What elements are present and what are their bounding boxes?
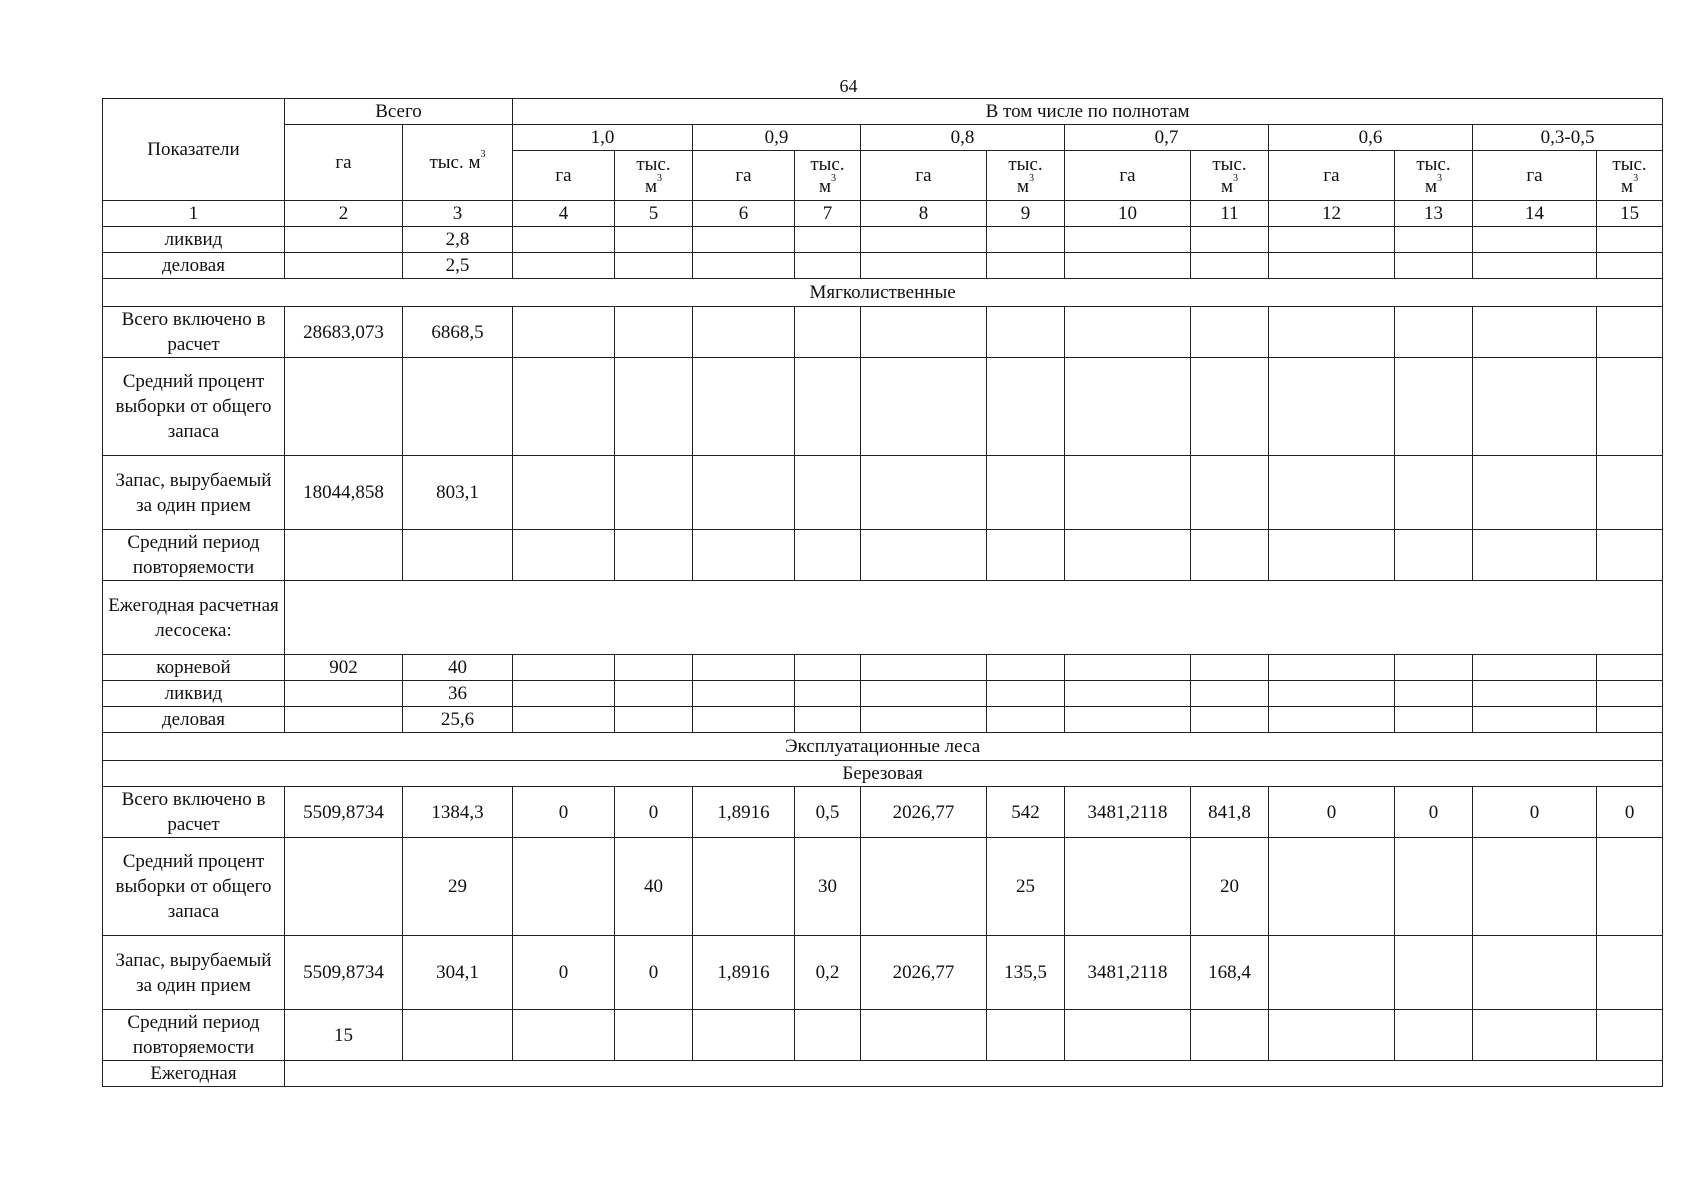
table-container [102,98,1663,1087]
table-cell [285,227,403,253]
table-cell: 36 [403,681,513,707]
header-density-6-volume [1597,151,1663,201]
table-cell [861,681,987,707]
unit-cube: 3 [480,149,486,161]
table-cell [1597,681,1663,707]
table-cell: 0,2 [795,936,861,1010]
table-cell [1191,227,1269,253]
table-cell: 1,8916 [693,787,795,838]
unit-thous-label: тыс. м [429,151,481,173]
table-cell: 542 [987,787,1065,838]
row-exp-total-label: Всего включено в расчет [103,787,285,838]
row-soft-period-label: Средний период повторяемости [103,530,285,581]
table-row [103,227,1663,253]
table-row [103,358,1663,456]
table-cell [1597,358,1663,456]
header-density-6: 0,3-0,5 [1473,125,1663,151]
table-cell: 135,5 [987,936,1065,1010]
table-cell [1065,253,1191,279]
unit-cube: 3 [1029,173,1035,185]
row-soft-avg-percent-label: Средний процент выборки от общего запаса [103,358,285,456]
table-cell [1191,307,1269,358]
column-number: 14 [1473,201,1597,227]
table-cell [1269,530,1395,581]
table-cell [1395,227,1473,253]
table-cell [795,253,861,279]
unit-m: м [1621,175,1634,197]
table-cell [615,707,693,733]
column-number: 8 [861,201,987,227]
row-exp-annual-label: Ежегодная [103,1061,285,1087]
table-cell: 304,1 [403,936,513,1010]
row-soft-root-label: корневой [103,655,285,681]
table-cell [987,456,1065,530]
page-number: 64 [839,76,858,96]
column-number: 7 [795,201,861,227]
table-row [103,456,1663,530]
header-density-3: 0,8 [861,125,1065,151]
table-cell [1191,707,1269,733]
table-cell [1597,655,1663,681]
table-cell [1191,530,1269,581]
table-cell [987,681,1065,707]
header-density-1-ha: га [513,151,615,201]
table-header [103,99,1663,201]
table-cell [861,838,987,936]
table-cell [693,681,795,707]
table-cell [285,530,403,581]
table-cell [795,530,861,581]
table-cell [987,307,1065,358]
table-cell [1597,707,1663,733]
table-cell [1395,530,1473,581]
table-cell [693,307,795,358]
table-cell: 0 [1395,787,1473,838]
header-density-2: 0,9 [693,125,861,151]
table-cell [1395,655,1473,681]
unit-m: м [818,175,832,197]
unit-thous-short: тыс. [1612,153,1647,175]
table-cell [1065,530,1191,581]
table-cell [1191,655,1269,681]
table-cell: 0 [1597,787,1663,838]
table-cell [403,358,513,456]
table-row [103,253,1663,279]
table-cell [513,253,615,279]
table-cell: 841,8 [1191,787,1269,838]
table-cell [795,227,861,253]
table-cell [1065,1010,1191,1061]
table-cell [513,227,615,253]
table-cell [693,838,795,936]
table-cell [1473,358,1597,456]
table-cell [795,1010,861,1061]
table-cell: 18044,858 [285,456,403,530]
header-density-2-volume [795,151,861,201]
column-number: 12 [1269,201,1395,227]
table-cell: 28683,073 [285,307,403,358]
table-cell [1473,838,1597,936]
table-cell: 29 [403,838,513,936]
unit-m: м [1424,175,1438,197]
column-number: 11 [1191,201,1269,227]
table-cell: 803,1 [403,456,513,530]
table-cell [1597,530,1663,581]
table-cell [513,838,615,936]
table-cell [615,1010,693,1061]
table-cell [1597,307,1663,358]
table-cell: 1,8916 [693,936,795,1010]
column-number: 6 [693,201,795,227]
table-cell: 5509,8734 [285,936,403,1010]
unit-cube: 3 [1437,173,1443,185]
table-cell [1269,227,1395,253]
table-cell [1269,838,1395,936]
table-cell [1395,358,1473,456]
table-cell [987,358,1065,456]
table-cell: 25 [987,838,1065,936]
table-cell: 0 [615,936,693,1010]
table-cell: 902 [285,655,403,681]
table-cell: 0 [513,787,615,838]
table-cell [987,655,1065,681]
unit-cube: 3 [1233,173,1239,185]
table-cell [861,456,987,530]
table-cell [1065,358,1191,456]
table-cell [1395,936,1473,1010]
row-exp-felled-label: Запас, вырубаемый за один прием [103,936,285,1010]
table-cell [1191,253,1269,279]
header-density-5-volume [1395,151,1473,201]
table-cell [1597,936,1663,1010]
table-cell [1065,307,1191,358]
table-cell: 0 [513,936,615,1010]
table-cell [693,655,795,681]
column-number: 15 [1597,201,1663,227]
table-cell [693,530,795,581]
table-cell [1395,1010,1473,1061]
header-total-ha: га [285,125,403,201]
table-cell [1269,1010,1395,1061]
table-cell [615,655,693,681]
table-cell [795,456,861,530]
table-cell [1473,253,1597,279]
table-cell [693,456,795,530]
row-soft-annual-label: Ежегодная расчетная лесосека: [103,581,285,655]
table-cell [285,1061,1663,1087]
table-cell: 168,4 [1191,936,1269,1010]
table-cell [1395,838,1473,936]
table-row [103,581,1663,655]
table-cell [1597,1010,1663,1061]
table-cell [795,358,861,456]
table-cell [403,1010,513,1061]
column-number: 4 [513,201,615,227]
table-row [103,1061,1663,1087]
table-row [103,936,1663,1010]
header-density-1-volume [615,151,693,201]
table-row [103,307,1663,358]
section-birch [103,761,1663,787]
table-row [103,787,1663,838]
table-cell [795,707,861,733]
table-cell [693,227,795,253]
table-cell [1269,936,1395,1010]
table-cell [1065,838,1191,936]
table-cell: 30 [795,838,861,936]
table-cell: 6868,5 [403,307,513,358]
table-cell [1191,358,1269,456]
table-cell [1395,456,1473,530]
table-cell [861,707,987,733]
table-cell [285,707,403,733]
table-cell [1269,253,1395,279]
section-birch-title: Березовая [103,761,1663,787]
table-cell [615,530,693,581]
unit-cube: 3 [657,173,663,185]
unit-m: м [644,175,658,197]
table-cell [513,456,615,530]
table-cell [1065,655,1191,681]
header-density-6-ha: га [1473,151,1597,201]
table-cell [693,707,795,733]
unit-thous-short: тыс. [1212,153,1247,175]
forest-table [102,98,1663,1087]
table-cell [285,681,403,707]
table-cell: 2026,77 [861,936,987,1010]
table-cell [513,530,615,581]
table-cell: 3481,2118 [1065,787,1191,838]
header-density-4-ha: га [1065,151,1191,201]
row-soft-felled-label: Запас, вырубаемый за один прием [103,456,285,530]
table-row [103,655,1663,681]
table-cell [513,1010,615,1061]
table-cell [987,227,1065,253]
table-cell [285,358,403,456]
table-cell [1065,227,1191,253]
table-cell [615,227,693,253]
unit-cube: 3 [1633,173,1639,185]
unit-thous-short: тыс. [636,153,671,175]
unit-m: м [1016,175,1030,197]
row-soft-liquid-label: ликвид [103,681,285,707]
table-row [103,838,1663,936]
table-cell [1269,707,1395,733]
table-cell [987,530,1065,581]
section-soft-leaved-title: Мягколиственные [103,279,1663,307]
unit-thous-short: тыс. [1416,153,1451,175]
row-exp-period-label: Средний период повторяемости [103,1010,285,1061]
table-row [103,681,1663,707]
table-cell [1395,707,1473,733]
table-cell [861,530,987,581]
table-cell [861,307,987,358]
column-number: 10 [1065,201,1191,227]
section-exploitation-title: Эксплуатационные леса [103,733,1663,761]
table-cell [861,655,987,681]
header-density-3-ha: га [861,151,987,201]
table-cell [1395,681,1473,707]
column-number: 3 [403,201,513,227]
table-cell [1191,1010,1269,1061]
header-total: Всего [285,99,513,125]
unit-cube: 3 [831,173,837,185]
table-cell: 0 [1269,787,1395,838]
table-cell [615,253,693,279]
table-cell [1597,253,1663,279]
table-cell [1269,358,1395,456]
table-cell [861,1010,987,1061]
table-cell [285,838,403,936]
column-number: 1 [103,201,285,227]
unit-thous-short: тыс. [810,153,845,175]
row-business-top-label: деловая [103,253,285,279]
table-cell [1473,936,1597,1010]
table-row [103,1010,1663,1061]
column-number: 2 [285,201,403,227]
table-cell: 1384,3 [403,787,513,838]
table-cell: 2,5 [403,253,513,279]
header-density-4-volume [1191,151,1269,201]
table-cell [987,1010,1065,1061]
table-cell [1191,456,1269,530]
table-cell [987,707,1065,733]
table-cell [285,253,403,279]
table-cell: 0 [615,787,693,838]
table-cell [1473,456,1597,530]
table-cell: 40 [403,655,513,681]
table-cell [693,1010,795,1061]
table-cell [795,681,861,707]
section-exploitation [103,733,1663,761]
table-cell [1395,307,1473,358]
table-cell [513,307,615,358]
table-cell [1473,655,1597,681]
table-cell [693,358,795,456]
column-numbers-row [103,201,1663,227]
table-cell [1065,707,1191,733]
section-soft-leaved [103,279,1663,307]
table-cell: 0,5 [795,787,861,838]
column-number: 9 [987,201,1065,227]
header-density-5: 0,6 [1269,125,1473,151]
table-cell: 5509,8734 [285,787,403,838]
table-cell [1065,681,1191,707]
table-cell [615,456,693,530]
table-cell [513,681,615,707]
table-cell [861,253,987,279]
table-cell: 3481,2118 [1065,936,1191,1010]
table-cell [1269,681,1395,707]
table-cell [513,655,615,681]
table-cell [615,681,693,707]
table-cell [1597,227,1663,253]
table-row [103,530,1663,581]
table-cell: 0 [1473,787,1597,838]
table-cell [1597,456,1663,530]
header-total-volume [403,125,513,201]
table-cell [1473,307,1597,358]
table-cell [1269,655,1395,681]
header-density-2-ha: га [693,151,795,201]
table-cell [1473,681,1597,707]
unit-thous-short: тыс. [1008,153,1043,175]
table-row [103,707,1663,733]
table-cell [1395,253,1473,279]
column-number: 13 [1395,201,1473,227]
table-cell [1473,1010,1597,1061]
table-cell [615,358,693,456]
table-cell [1065,456,1191,530]
table-cell [1473,227,1597,253]
table-cell [1597,838,1663,936]
header-density-5-ha: га [1269,151,1395,201]
header-density-3-volume [987,151,1065,201]
unit-m: м [1220,175,1234,197]
table-cell [861,227,987,253]
header-by-density: В том числе по полнотам [513,99,1663,125]
table-cell [861,358,987,456]
table-cell [513,358,615,456]
table-body [103,201,1663,1087]
header-indicators: Показатели [103,99,285,201]
table-cell [795,655,861,681]
table-cell [615,307,693,358]
column-number: 5 [615,201,693,227]
table-cell: 40 [615,838,693,936]
table-cell [403,530,513,581]
table-cell [1191,681,1269,707]
table-cell [987,253,1065,279]
row-exp-avg-percent-label: Средний процент выборки от общего запаса [103,838,285,936]
row-soft-total-label: Всего включено в расчет [103,307,285,358]
table-cell [1269,307,1395,358]
header-density-1: 1,0 [513,125,693,151]
table-cell: 25,6 [403,707,513,733]
table-cell: 20 [1191,838,1269,936]
table-cell [1473,530,1597,581]
table-cell [795,307,861,358]
table-cell [513,707,615,733]
header-density-4: 0,7 [1065,125,1269,151]
table-cell [285,581,1663,655]
table-cell [693,253,795,279]
table-cell: 2026,77 [861,787,987,838]
table-cell: 15 [285,1010,403,1061]
table-cell: 2,8 [403,227,513,253]
table-cell [1473,707,1597,733]
row-liquid-top-label: ликвид [103,227,285,253]
table-cell [1269,456,1395,530]
row-soft-business-label: деловая [103,707,285,733]
